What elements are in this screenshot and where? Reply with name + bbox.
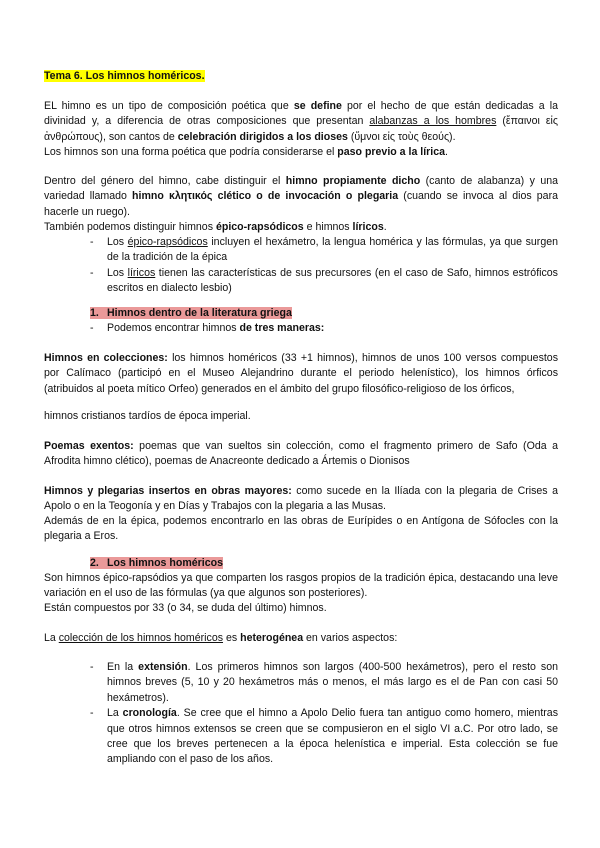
text-run: himnos cristianos tardíos de época imperial. [44,410,251,422]
bold-text: extensión [138,661,188,673]
section-heading-text: Himnos dentro de la literatura griega [107,307,292,319]
text-run: poemas que van sueltos sin colección, como el fragmento primero de Safo (Oda a Afrodita himno clético), poemas de Anacreonte dedicado a Ártemis o Dionisos [44,440,558,468]
section-2-heading [90,556,223,571]
section-1-bullet [44,321,558,336]
intro-paragraph-2 [44,145,558,160]
text-run: . [445,146,448,158]
bold-text: himno κλητικός clético o de invocación o plegaria [132,190,399,203]
list-item [44,235,558,266]
text-run: como sucede en la Ilíada con la plegaria de Crises a Apolo o en la Teogonía y en Días y Trabajos con la plegaria a las Musas. [44,485,558,513]
text-run: . Se cree que el himno a Apolo Delio fuera tan antiguo como homero, mientras que otros himnos extensos se creen que se compusieron en el siglo VI a.C. Por otro lado, se cree que los breves pertenecen a la época helenística e imperial. Esta colección se fue ampliando con el paso de los años. [107,707,558,766]
section-1-heading [90,306,292,321]
text-run: Son himnos épico-rapsódios ya que comparten los rasgos propios de la tradición épica, destacando una leve variación en el uso de las fórmulas (ya que algunos son posteriores). [44,572,558,600]
colecciones-paragraph [44,351,558,397]
bold-label: Himnos en colecciones: [44,352,168,364]
types-paragraph-2 [44,220,558,235]
text-run: incluyen el hexámetro, la lengua homérica y las fórmulas, ya que surgen de la tradición de la épica [107,236,558,264]
colecciones-line-2 [44,409,558,424]
text-run: Los himnos son una forma poética que podría considerarse el [44,146,338,158]
text-run: Podemos encontrar himnos [107,322,240,334]
text-run: Los [107,236,128,248]
text-run: e himnos [303,221,353,233]
list-item [44,660,558,706]
bold-text: de tres maneras: [239,322,325,334]
title-text: Tema 6. Los himnos homéricos. [44,70,205,82]
bold-text: líricos [352,221,384,233]
bold-text: se define [293,100,342,112]
bold-label: Himnos y plegarias insertos en obras mayores: [44,485,292,497]
text-run: EL himno es un tipo de composición poética que [44,100,294,112]
section-number: 1. [90,307,99,319]
bold-text: himno propiamente dicho [285,175,421,187]
text-run: Los [107,266,128,279]
insertos-paragraph-2 [44,514,558,545]
bold-text: celebración dirigidos a los dioses [177,130,348,143]
bold-text: paso previo a la lírica [337,146,446,158]
text-run: También podemos distinguir himnos [44,221,216,233]
section-2-bullet-list [44,660,558,768]
dash-bullet-icon: - [90,266,94,279]
text-run: La [107,707,123,720]
exentos-paragraph [44,439,558,470]
text-run: los himnos homéricos (33 +1 himnos), himnos de unos 100 versos compuestos por Calímaco (participó en el Museo Alejandrino durante el periodo helenístico), los himnos órficos (atribuidos al poeta mítico Orfeo) generados en el ámbito del grupo filosófico-religioso de los órficos, [44,352,558,395]
section-heading-text: Los himnos homéricos [107,557,223,569]
list-item [44,706,558,768]
underlined-text: alabanzas a los hombres [369,115,497,128]
dash-bullet-icon: - [90,661,94,673]
list-item [44,321,558,336]
text-run: (canto de alabanza) y una variedad llamado [44,175,559,203]
text-run: Además de en la épica, podemos encontrarlo en las obras de Eurípides o en Antígona de Sófocles con la plegaria a Eros. [44,515,558,543]
insertos-paragraph [44,484,558,515]
types-paragraph [44,174,558,220]
text-run: La [44,632,59,644]
text-run: en varios aspectos: [303,632,398,644]
bold-text: épico-rapsódicos [215,221,304,233]
list-item [44,266,558,297]
section-number: 2. [90,557,99,569]
dash-bullet-icon: - [90,322,94,334]
section-2-paragraph-2 [44,601,558,616]
text-run: por el hecho de que están dedicadas a la divinidad y, a diferencia de otras composiciones que presentan [44,100,558,128]
intro-paragraph [44,99,558,145]
bold-text: heterogénea [240,632,304,644]
text-run: . Los primeros himnos son largos (400-500 hexámetros), pero el resto son himnos breves (5, 10 y 20 hexámetros más o menos, el más largo es el de Pan con casi 50 hexámetros). [107,661,559,704]
underlined-text: épico-rapsódicos [127,236,208,248]
dash-bullet-icon: - [90,236,94,248]
text-run: Están compuestos por 33 (o 34, se duda del último) himnos. [44,602,327,614]
text-run: Dentro del género del himno, cabe distinguir el [44,175,286,187]
text-run: (ὕμνοι εἰς τοὺς θεούς). [347,130,456,143]
bold-label: Poemas exentos: [44,440,134,452]
types-bullet-list [44,235,558,297]
underlined-text: colección de los himnos homéricos [58,632,224,644]
text-run: En la [107,661,139,673]
text-run: . [383,221,387,233]
bold-text: cronología [122,707,177,720]
section-2-paragraph [44,571,558,602]
dash-bullet-icon: - [90,707,94,720]
text-run: (cuando se invoca al dios para hacerle un ruego). [44,190,558,218]
document-title [44,69,558,84]
text-run: (ἔπαινοι εἰς ἀνθρώπους), son cantos de [44,115,559,143]
text-run: tienen las características de sus precursores (en el caso de Safo, himnos estróficos escritos en dialecto lesbio) [107,266,558,295]
section-2-paragraph-3 [44,631,558,646]
text-run: es [223,632,241,644]
underlined-text: líricos [127,266,156,279]
